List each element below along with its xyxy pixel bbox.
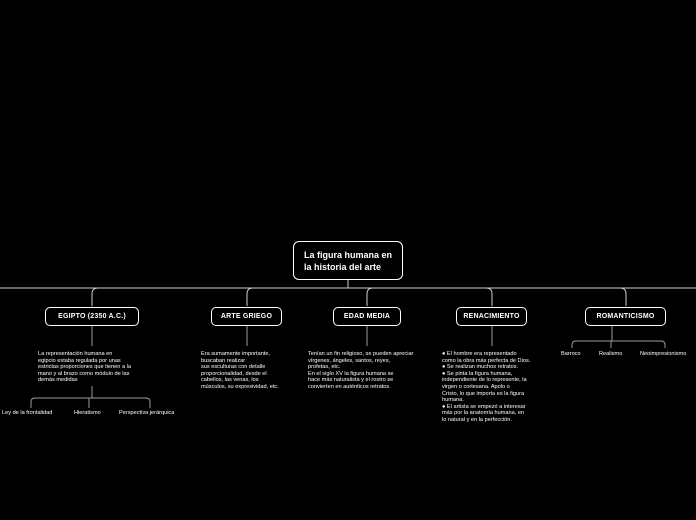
root-node[interactable] [293, 241, 403, 280]
node-edad-media[interactable] [333, 307, 401, 326]
node-romanticismo-label: ROMANTICISMO [596, 313, 655, 320]
node-egipto[interactable] [45, 307, 139, 326]
root-title: La figura humana en la historia del arte [304, 249, 393, 272]
arte-griego-description: Era sumamente importante, buscaban realizar sus esculturas con detalle proporcionalidad, desde el cabellos, las venas, los músculos, su expresividad, etc. [201, 351, 279, 390]
node-renacimiento-label: RENACIMIENTO [463, 313, 520, 320]
node-arte-griego-label: ARTE GRIEGO [220, 313, 273, 320]
node-renacimiento[interactable] [456, 307, 527, 326]
leaf-ley-frontalidad[interactable]: Ley de la frontalidad [2, 410, 53, 416]
renacimiento-description: ● El hombre era representado como la obra más perfecta de Dios. ● Se realizan muchos retratos. ● Se pinta la figura humana, independiente de lo represente, la virgen o cortesana. Apolo o Cristo, lo que importa es la figura humana. ● El artista se empezó a interesar más por la anatomía humana, en lo natural y en la perfección. [442, 351, 531, 423]
node-egipto-label: EGIPTO (2350 A.C.) [58, 313, 126, 320]
leaf-neoimpresionismo[interactable]: Neoimpresionismo [640, 351, 687, 357]
leaf-barroco[interactable]: Barroco [561, 351, 581, 357]
edad-media-description: Tenían un fin religioso, se pueden apreciar vírgenes, ángeles, santos, reyes, profetas, etc. En el siglo XV la figura humana se hace más naturalista y el rostro se convierten en auténticos retratos. [308, 351, 414, 390]
node-arte-griego[interactable] [211, 307, 282, 326]
leaf-realismo[interactable]: Realismo [599, 351, 623, 357]
node-romanticismo[interactable] [585, 307, 666, 326]
leaf-hieratismo[interactable]: Hieratismo [74, 410, 101, 416]
leaf-perspectiva-jerarquica[interactable]: Perspectiva jerárquica [119, 410, 175, 416]
node-edad-media-label: EDAD MEDIA [343, 313, 391, 320]
egipto-description: La representación humana en egipcio estaba regulada por unas estrictas proporciones que tienen a la mano y al brazo como módulo de las demás medidas [38, 351, 131, 384]
